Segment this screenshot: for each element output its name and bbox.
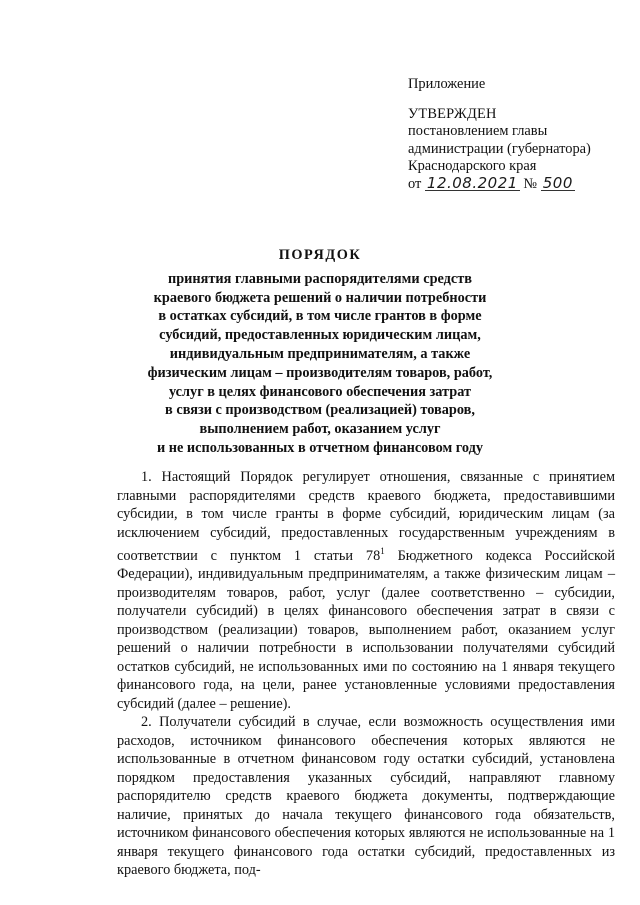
superscript: 1 (380, 546, 385, 556)
document-body (117, 468, 615, 880)
appendix-label: Приложение (408, 76, 486, 92)
title-line: субсидий, предоставленных юридическим лицам, (159, 327, 481, 344)
title-line: в связи с производством (реализацией) товаров, (165, 402, 475, 419)
approval-line: постановлением главы (408, 123, 548, 139)
title-line: в остатках субсидий, в том числе грантов в форме (158, 308, 482, 325)
title-line: услуг в целях финансового обеспечения затрат (168, 383, 472, 400)
handwritten-date: 12.08.2021 (426, 173, 518, 192)
approval-stamp (408, 76, 633, 193)
date-prefix: от (408, 175, 422, 192)
page-title: ПОРЯДОК (278, 247, 362, 263)
handwritten-number: 500 (542, 173, 573, 192)
title-line: выполнением работ, оказанием услуг (199, 421, 441, 438)
title-line: индивидуальным предпринимателям, а также (169, 345, 471, 362)
approval-date-line (408, 173, 633, 194)
paragraph-1-text-cont: Бюджетного кодекса Российской Федерации), индивидуальным предпринимателям, а также физическим лицам – производителям товаров, работ, услуг (далее соответственно – субсидии, получатели субсидий) в целях финансового обеспечения затрат в связи с производством (реализации) товаров, выполнением работ, оказанием услуг решений о наличии потребности в использовании получателями субсидий остатков субсидий, не использованных ими по состоянию на 1 января текущего финансового года, на цели, ранее установленные условиями предоставления субсидий (далее – решение). (117, 547, 615, 712)
paragraph-2: 2. Получатели субсидий в случае, если возможность осуществления ими расходов, источником финансового обеспечения которых являются не использованные в отчетном финансовом году остатки субсидий, установлена порядком предоставления указанных субсидий, направляют главному распорядителю средств краевого бюджета документы, подтверждающие наличие, принятых до начала текущего финансового года обязательств, источником финансового обеспечения которых являются не использованные на 1 января текущего финансового года остатки субсидий, предоставленных из краевого бюджета, под- (117, 714, 615, 879)
paragraph-1-text: 1. Настоящий Порядок регулирует отношения, связанные с принятием главными распорядителями средств краевого бюджета, предоставившими субсидии, в том числе гранты в форме субсидий, юридическим лицам (за исключением субсидий, предоставленных государственным учреждениям в соответствии с пунктом 1 статьи 78 (117, 469, 615, 564)
number-sign: № (523, 175, 538, 192)
paragraph-1 (117, 468, 615, 713)
title-line: физическим лицам – производителям товаров, работ, (147, 364, 493, 381)
document-title (100, 246, 540, 458)
approval-line: администрации (губернатора) (408, 140, 591, 157)
title-line: и не использованных в отчетном финансовом году (156, 439, 484, 456)
approval-line: Краснодарского края (408, 158, 537, 174)
title-line: принятия главными распорядителями средств (167, 270, 472, 287)
title-line: краевого бюджета решений о наличии потребности (153, 289, 487, 306)
approved-label: УТВЕРЖДЕН (408, 105, 497, 122)
